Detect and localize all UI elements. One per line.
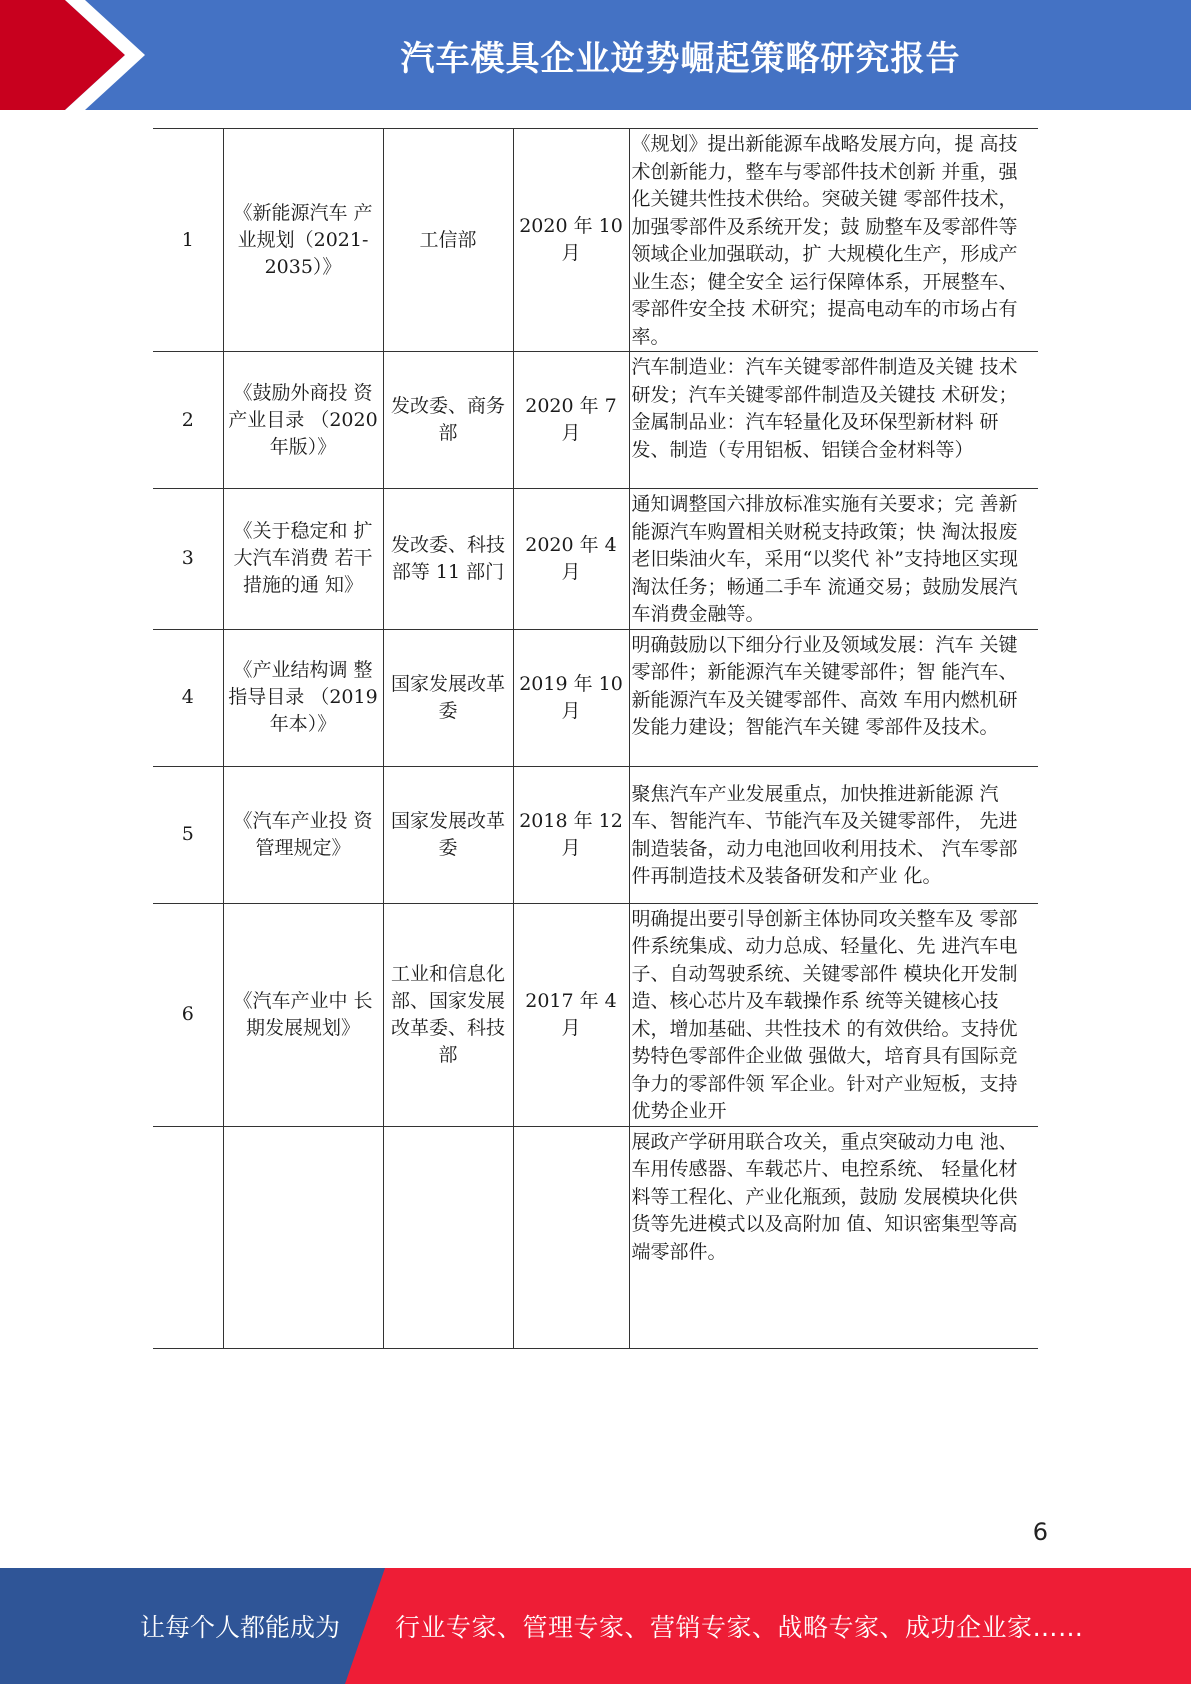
page-number: 6 bbox=[1032, 1518, 1048, 1546]
table-row bbox=[153, 352, 1038, 489]
policy-content: 展政产学研用联合攻关，重点突破动力电 池、车用传感器、车载芯片、电控系统、 轻量化材料等工程化、产业化瓶颈，鼓励 发展模块化供货等先进模式以及高附加 值、知识密集型等高端零部件。 bbox=[629, 1126, 1038, 1348]
policy-content: 明确鼓励以下细分行业及领域发展：汽车 关键零部件；新能源汽车关键零部件；智 能汽车、新能源汽车及关键零部件、高效 车用内燃机研发能力建设；智能汽车关键 零部件及技术。 bbox=[629, 629, 1038, 766]
table-row bbox=[153, 903, 1038, 1126]
policy-content: 汽车制造业：汽车关键零部件制造及关键 技术研发；汽车关键零部件制造及关键技 术研发； 金属制品业：汽车轻量化及环保型新材料 研发、制造（专用铝板、铝镁合金材料等） bbox=[629, 352, 1038, 489]
issue-date: 2020 年 7月 bbox=[513, 352, 629, 489]
table-row bbox=[153, 1126, 1038, 1348]
row-number: 5 bbox=[153, 766, 223, 903]
policy-name: 《汽车产业投 资管理规定》 bbox=[223, 766, 383, 903]
policy-content: 通知调整国六排放标准实施有关要求；完 善新能源汽车购置相关财税支持政策；快 淘汰报废老旧柴油火车，采用“以奖代 补”支持地区实现淘汰任务；畅通二手车 流通交易；鼓励发展汽车消费金融等。 bbox=[629, 489, 1038, 630]
issue-date: 2017 年 4月 bbox=[513, 903, 629, 1126]
policy-content: 明确提出要引导创新主体协同攻关整车及 零部件系统集成、动力总成、轻量化、先 进汽车电子、自动驾驶系统、关键零部件 模块化开发制造、核心芯片及车载操作系 统等关键核心技术，增加基础、共性技术 的有效供给。支持优势特色零部件企业做 强做大，培育具有国际竞争力的零部件领 军企业。针对产业短板，支持优势企业开 bbox=[629, 903, 1038, 1126]
header-arrow-icon bbox=[0, 0, 160, 110]
table-row bbox=[153, 489, 1038, 630]
issue-date bbox=[513, 1126, 629, 1348]
footer-slogan-lead: 让每个人都能成为 bbox=[140, 1613, 341, 1642]
issue-date: 2020 年 10月 bbox=[513, 129, 629, 352]
policy-name: 《关于稳定和 扩大汽车消费 若干措施的通 知》 bbox=[223, 489, 383, 630]
row-number bbox=[153, 1126, 223, 1348]
issuing-department: 工业和信息化部、国家发展改革委、科技部 bbox=[383, 903, 513, 1126]
table-row bbox=[153, 129, 1038, 352]
issuing-department: 工信部 bbox=[383, 129, 513, 352]
issuing-department bbox=[383, 1126, 513, 1348]
page-footer bbox=[0, 1568, 1191, 1684]
row-number: 1 bbox=[153, 129, 223, 352]
report-title: 汽车模具企业逆势崛起策略研究报告 bbox=[400, 38, 961, 79]
row-number: 3 bbox=[153, 489, 223, 630]
issue-date: 2018 年 12月 bbox=[513, 766, 629, 903]
policy-name: 《新能源汽车 产业规划（2021-2035）》 bbox=[223, 129, 383, 352]
row-number: 4 bbox=[153, 629, 223, 766]
policy-name bbox=[223, 1126, 383, 1348]
policy-table bbox=[153, 128, 1038, 1349]
policy-name: 《鼓励外商投 资产业目录 （2020年版）》 bbox=[223, 352, 383, 489]
policy-name: 《产业结构调 整指导目录 （2019年本）》 bbox=[223, 629, 383, 766]
issue-date: 2019 年 10月 bbox=[513, 629, 629, 766]
page-header bbox=[0, 0, 1191, 110]
issuing-department: 发改委、商务部 bbox=[383, 352, 513, 489]
issue-date: 2020 年 4月 bbox=[513, 489, 629, 630]
issuing-department: 国家发展改革委 bbox=[383, 766, 513, 903]
table-row bbox=[153, 766, 1038, 903]
footer-slogan-roles: 行业专家、管理专家、营销专家、战略专家、成功企业家…… bbox=[395, 1613, 1084, 1642]
policy-content: 《规划》提出新能源车战略发展方向，提 高技术创新能力，整车与零部件技术创新 并重，强化关键共性技术供给。突破关键 零部件技术，加强零部件及系统开发；鼓 励整车及零部件等领域企业加强联动，扩 大规模化生产，形成产业生态；健全安全 运行保障体系，开展整车、零部件安全技 术研究；提高电动车的市场占有率。 bbox=[629, 129, 1038, 352]
policy-content: 聚焦汽车产业发展重点，加快推进新能源 汽车、智能汽车、节能汽车及关键零部件， 先进制造装备，动力电池回收利用技术、 汽车零部件再制造技术及装备研发和产业 化。 bbox=[629, 766, 1038, 903]
table-row bbox=[153, 629, 1038, 766]
row-number: 6 bbox=[153, 903, 223, 1126]
row-number: 2 bbox=[153, 352, 223, 489]
issuing-department: 发改委、科技部等 11 部门 bbox=[383, 489, 513, 630]
issuing-department: 国家发展改革委 bbox=[383, 629, 513, 766]
policy-name: 《汽车产业中 长期发展规划》 bbox=[223, 903, 383, 1126]
